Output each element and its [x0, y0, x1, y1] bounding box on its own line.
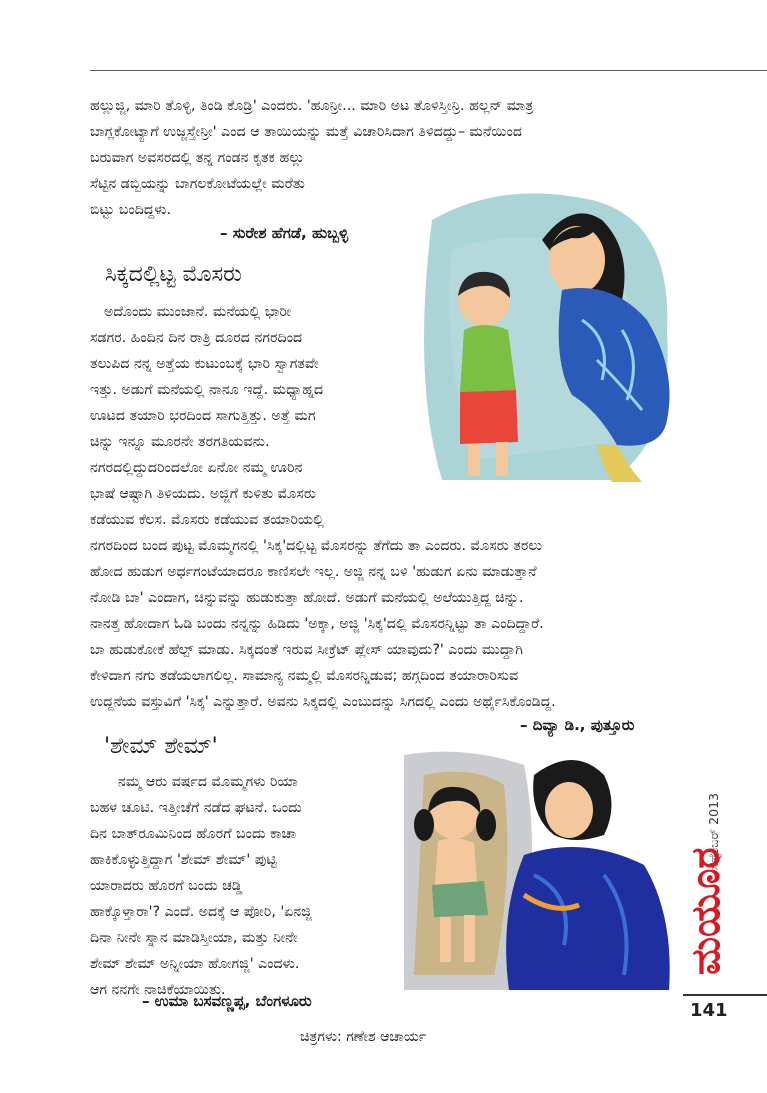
story1-line: ಸೆಟ್ಟಿನ ಡಬ್ಬಿಯನ್ನು ಬಾಗಲಕೋಟೆಯಲ್ಲೇ ಮರೆತು: [90, 176, 305, 192]
story2-line: ಕಡೆಯುವ ಕೆಲಸ. ಮೊಸರು ಕಡೆಯುವ ತಯಾರಿಯಲ್ಲಿ: [90, 512, 324, 528]
story1-line: ಹಲ್ಲುಜ್ಜಿ, ಮಾರಿ ತೊಳ್ಳಿ, ತಿಂಡಿ ಕೊಡ್ರಿ' ಎಂದರು. 'ಹೂನ್ರೀ... ಮಾರಿ ಅಟ ತೊಳಿಸ್ತೀನ್ರಿ. ಹಲ್ಲನ್ ಮಾತ್ರ: [90, 98, 534, 114]
story2-line: ಬಾ ಹುಡುಕೋಕೆ ಹೆಲ್ಪ್ ಮಾಡು. ಸಿಕ್ಕದಂತೆ ಇರುವ ಸೀಕ್ರೆಟ್ ಪ್ಲೇಸ್ ಯಾವುದು?' ಎಂದು ಮುದ್ದಾಗಿ: [90, 642, 524, 658]
story1-signature: – ಸುರೇಶ ಹೆಗಡೆ, ಹುಬ್ಬಳ್ಳಿ: [220, 224, 349, 242]
story3-line: ನಮ್ಮ ಆರು ವರ್ಷದ ಮೊಮ್ಮಗಳು ರಿಯಾ: [118, 774, 298, 790]
story2-line: ಊಟದ ತಯಾರಿ ಭರದಿಂದ ಸಾಗುತ್ತಿತ್ತು. ಅತ್ತೆ ಮಗ: [90, 408, 316, 424]
story2-line: ತಲುಪಿದ ನನ್ನ ಅತ್ತೆಯ ಕುಟುಂಬಕ್ಕೆ ಭಾರಿ ಸ್ವಾಗತವೇ: [90, 356, 319, 372]
story3-line: ಹಾಕ್ಕೊಳ್ತಾರಾ'? ಎಂದೆ. ಅದಕ್ಕೆ ಆ ಪೋರಿ, 'ಏನಜ್ಜಿ: [90, 904, 312, 920]
story2-line: ಉದ್ದನೆಯ ವಸ್ತುವಿಗೆ 'ಸಿಕ್ಕ' ಎನ್ನುತ್ತಾರೆ. ಅವನು ಸಿಕ್ಕದಲ್ಲಿ ಎಂಬುದನ್ನು ಸಿಗದಲ್ಲಿ ಎಂದು ಅರ್ಥೈಸಿಕೊಂಡಿದ್ದ.: [90, 694, 556, 710]
story3-line: ಯಾರಾದರು ಹೊರಗೆ ಬಂದು ಚಡ್ಡಿ: [90, 878, 243, 894]
story2-line: ಸಡಗರ. ಹಿಂದಿನ ದಿನ ರಾತ್ರಿ ದೂರದ ನಗರದಿಂದ: [90, 330, 303, 346]
story2-line: ಹೋದ ಹುಡುಗ ಅರ್ಧಗಂಟೆಯಾದರೂ ಕಾಣಿಸಲೇ ಇಲ್ಲ. ಅಜ್ಜಿ ನನ್ನ ಬಳಿ 'ಹುಡುಗ ಏನು ಮಾಡುತ್ತಾನೆ: [90, 564, 537, 580]
story3-line: ಶೇಮ್ ಶೇಮ್ ಅನ್ನೀಯಾ ಹೋಗಜ್ಜಿ' ಎಂದಳು.: [90, 956, 300, 972]
story3-line: ದಿನಾ ನೀನೇ ಸ್ನಾನ ಮಾಡಿಸ್ತೀಯಾ, ಮತ್ತು ನೀನೇ: [90, 930, 298, 946]
magazine-masthead: ಮಯೂರ: [683, 847, 729, 975]
story2-line: ಕೇಳಿದಾಗ ನಗು ತಡೆಯಲಾಗಲಿಲ್ಲ. ಸಾಮಾನ್ಯ ನಮ್ಮಲ್ಲಿ ಮೊಸರನ್ನಿಡುವ; ಹಗ್ಗದಿಂದ ತಯಾರಾರಿಸುವ: [90, 668, 519, 684]
story2-title: ಸಿಕ್ಕದಲ್ಲಿಟ್ಟ ಮೊಸರು: [105, 262, 242, 287]
story2-line: ನೋಡಿ ಬಾ' ಎಂದಾಗ, ಚಿನ್ನುವನ್ನು ಹುಡುಕುತ್ತಾ ಹೋದೆ. ಅಡುಗೆ ಮನೆಯಲ್ಲಿ ಅಲೆಯುತ್ತಿದ್ದ ಚಿನ್ನು.: [90, 590, 524, 606]
story2-line: ಅದೊಂದು ಮುಂಜಾನೆ. ಮನೆಯಲ್ಲಿ ಭಾರೀ: [104, 304, 292, 320]
story3-line: ಆಗ ನನಗೇ ನಾಚಿಕೆಯಾಯಿತು.: [90, 982, 226, 998]
story2-line: ಚಿನ್ನು ಇನ್ನೂ ಮೂರನೇ ತರಗತಿಯವನು.: [90, 434, 270, 450]
story2-line: ನಗರದಲ್ಲಿದ್ದುದರಿಂದಲೋ ಏನೋ ನಮ್ಮ ಊರಿನ: [90, 460, 303, 476]
story3-signature: – ಉಮಾ ಬಸವಣ್ಣಪ್ಪ, ಬೆಂಗಳೂರು: [142, 992, 312, 1010]
page-number-rule: [683, 994, 767, 996]
story2-signature: – ದಿವ್ಯಾ ಡಿ., ಪುತ್ತೂರು: [520, 716, 635, 734]
story1-line: ಬಾಗ್ಲಕೋಟ್ಯಾಗೆ ಉಜ್ಜಸ್ತೇನ್ರೀ' ಎಂದ ಆ ತಾಯಿಯನ್ನು ಮತ್ತೆ ವಿಚಾರಿಸಿದಾಗ ತಿಳಿದದ್ದು– ಮನೆಯಿಂದ: [90, 124, 523, 140]
boy-and-woman-illustration: [412, 180, 680, 482]
illustration-credit: ಚಿತ್ರಗಳು: ಗಣೇಶ ಆಚಾರ್ಯ: [300, 1029, 427, 1045]
page-number: 141: [690, 1000, 728, 1021]
story3-title: 'ಶೇಮ್ ಶೇಮ್': [104, 734, 218, 759]
story3-line: ದಿನ ಬಾತ್‌ರೂಮಿನಿಂದ ಹೊರಗೆ ಬಂದು ಕಾಚಾ: [90, 826, 297, 842]
story3-line: ಬಹಳ ಚೂಟಿ. ಇತ್ತೀಚೆಗೆ ನಡೆದ ಘಟನೆ. ಒಂದು: [90, 800, 302, 816]
girl-and-grandmother-illustration: [404, 745, 674, 990]
story3-line: ಹಾಕಿಕೊಳ್ಳುತ್ತಿದ್ದಾಗ 'ಶೇಮ್ ಶೇಮ್' ಪುಟ್ಟಿ: [90, 852, 277, 868]
story2-line: ಇತ್ತು. ಅಡುಗೆ ಮನೆಯಲ್ಲಿ ನಾನೂ ಇದ್ದೆ. ಮಧ್ಯಾಹ್ನದ: [90, 382, 324, 398]
story2-line: ಭಾಷೆ ಆಷ್ಟಾಗಿ ತಿಳಿಯದು. ಅಜ್ಜಿಗೆ ಕುಳಿತು ಮೊಸರು: [90, 486, 316, 502]
story1-line: ಬಿಟ್ಟು ಬಂದಿದ್ದಳು.: [90, 202, 172, 218]
issue-date: ಸೆಪ್ಟೆಂಬರ್ 2013: [706, 793, 721, 870]
top-rule: [90, 70, 767, 71]
story2-line: ನಗರದಿಂದ ಬಂದ ಪುಟ್ಟ ಮೊಮ್ಮಗನಲ್ಲಿ 'ಸಿಕ್ಕ'ದಲ್ಲಿಟ್ಟ ಮೊಸರನ್ನು ತೆಗೆದು ತಾ ಎಂದರು. ಮೊಸರು ತರಲು: [90, 538, 543, 554]
story2-line: ನಾನತ್ತ ಹೋದಾಗ ಓಡಿ ಬಂದು ನನ್ನನ್ನು ಹಿಡಿದು 'ಅಕ್ಕಾ, ಅಜ್ಜಿ 'ಸಿಕ್ಕ'ದಲ್ಲಿ ಮೊಸರನ್ನಿಟ್ಟು ತಾ ಎಂದಿದ್ದಾರೆ.: [90, 616, 544, 632]
story1-line: ಬರುವಾಗ ಅವಸರದಲ್ಲಿ ತನ್ನ ಗಂಡನ ಕೃತಕ ಹಲ್ಲು: [90, 150, 305, 166]
